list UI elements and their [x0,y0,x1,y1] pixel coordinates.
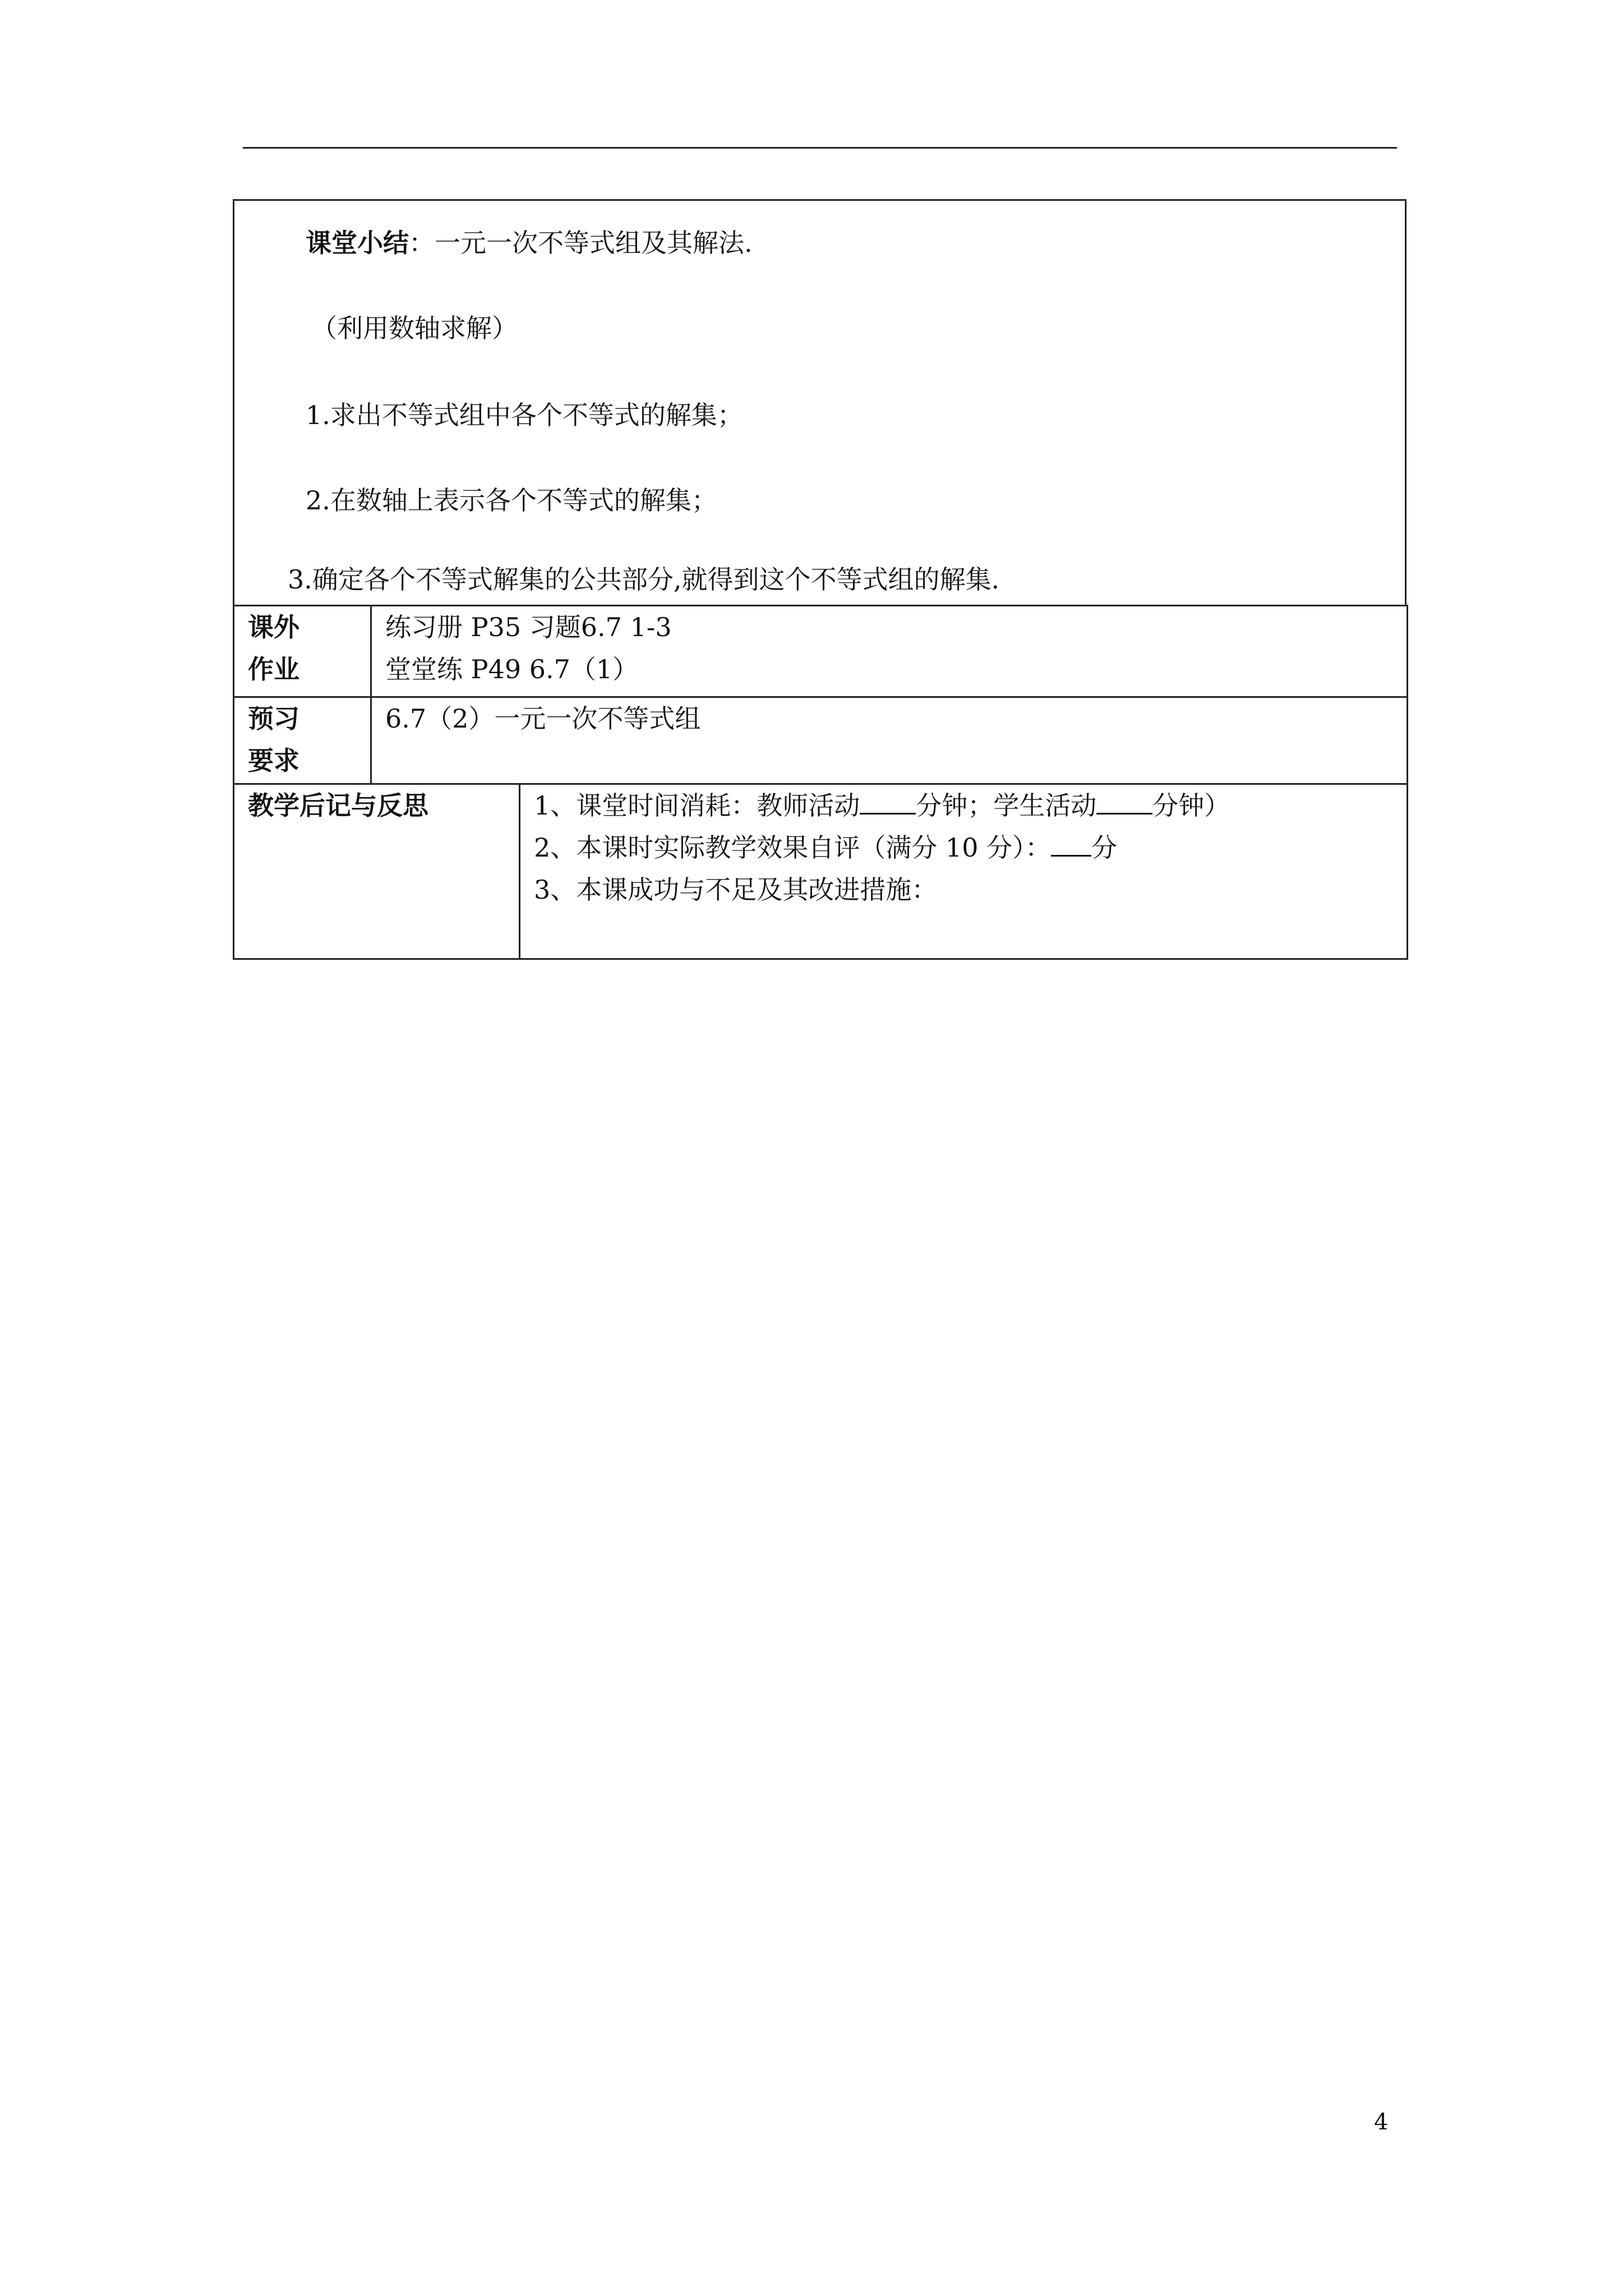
summary-heading [306,226,753,260]
reflection-content-cell [520,784,1408,959]
student-minutes-blank[interactable] [1096,788,1152,815]
reflection-item-1 [534,785,1407,827]
homework-label-line-2: 作业 [248,654,299,684]
reflection-item-1-text-b: 分钟；学生活动 [916,790,1097,821]
summary-heading-label: 课堂小结 [306,228,409,258]
preview-label-line-1: 预习 [248,703,299,734]
reflection-item-1-text-a: 1、课堂时间消耗：教师活动 [534,790,860,821]
preview-text: 6.7（2）一元一次不等式组 [385,703,701,734]
homework-label-cell [234,606,371,697]
preview-content-cell [371,697,1408,784]
reflection-label: 教学后记与反思 [248,790,428,821]
reflection-item-3: 3、本课成功与不足及其改进措施： [534,875,938,905]
reflection-item-2-text-a: 2、本课时实际教学效果自评（满分 10 分）： [534,832,1052,863]
preview-label-line-2: 要求 [248,746,299,776]
reflection-label-cell [234,784,520,959]
lesson-table [233,605,1408,960]
homework-row [234,606,1408,697]
summary-heading-text: ：一元一次不等式组及其解法. [409,228,753,258]
reflection-item-2-text-b: 分 [1091,832,1118,863]
method-note: （利用数轴求解） [311,313,518,343]
homework-content-cell [371,606,1408,697]
reflection-item-2 [534,827,1407,869]
reflection-row [234,784,1408,959]
homework-label-line-1: 课外 [248,612,299,642]
reflection-item-1-text-c: 分钟） [1152,790,1230,821]
summary-step-1: 1.求出不等式组中各个不等式的解集； [306,400,743,430]
homework-line-2: 堂堂练 P49 6.7（1） [385,654,639,684]
preview-row [234,697,1408,784]
homework-line-1: 练习册 P35 习题6.7 1-3 [385,612,672,642]
page-number: 4 [1374,2109,1389,2135]
preview-label-cell [234,697,371,784]
summary-step-3: 3.确定各个不等式解集的公共部分,就得到这个不等式组的解集. [288,564,1000,595]
self-score-blank[interactable] [1051,830,1091,857]
header-rule [243,147,1397,149]
summary-step-2: 2.在数轴上表示各个不等式的解集； [306,485,717,516]
teacher-minutes-blank[interactable] [860,788,916,815]
